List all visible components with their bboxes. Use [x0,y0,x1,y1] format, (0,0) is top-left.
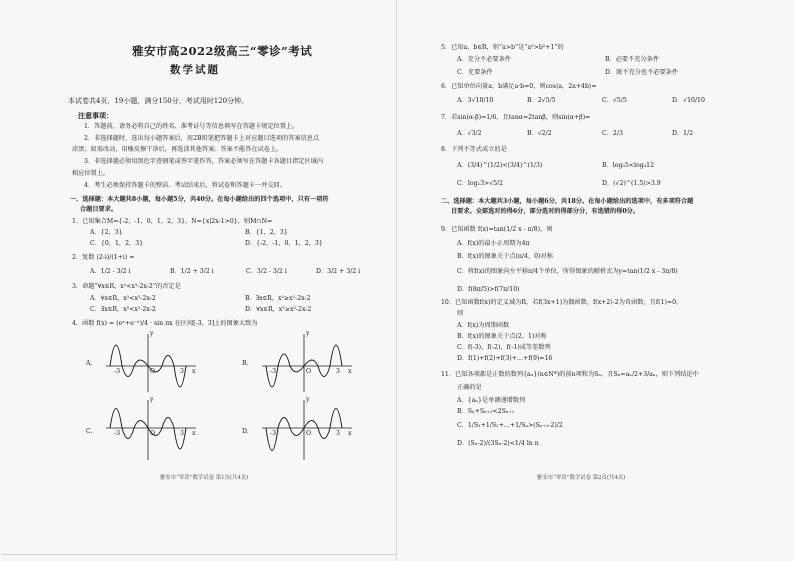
note-line: 1．答题前，请务必将自己的姓名、准考证号等信息填写在答题卡规定位置上。 [84,123,299,130]
origin-label: O [150,430,156,437]
note-line: 4．考生必须保持答题卡的整洁。考试结束后，将试卷和答题卡一并交回。 [84,182,286,189]
section-heading: 二、选择题：本大题共3小题，每小题6分，共18分。在每小题给出的选项中，有多项符合题 [441,198,694,205]
x-axis-label: x [192,368,196,375]
note-line: 2．非选择题时，选出每小题答案后，用2B铅笔把答题卡上对应题目选项的答案信息点 [84,135,320,142]
question-8-option-d: D．(√2)^(1.5)>3.9 [602,180,661,187]
question-3-stem: 3．命题“∀x∈R，x²<x²-2x-2”的否定是 [72,283,181,290]
graph-option-label-c: C. [86,428,93,435]
origin-label: O [150,368,156,375]
question-2-option-b: B．1/2 + 3/2 i [170,268,214,275]
question-9-option-c: C．将f(x)的图象向左平移π/4个单位，所得图象的解析式为y=tan(1/2 x - 3π/8) [457,268,678,275]
graph-option-a [100,330,200,394]
tick-neg-3: -3 [270,430,277,437]
page-footer: 雅安市“零诊”数学试卷 第2页(共4页) [537,475,626,481]
y-axis-label: y [306,330,310,337]
tick-pos-3: 3 [180,368,184,375]
origin-label: O [306,430,312,437]
tick-pos-3: 3 [180,430,184,437]
question-3-option-c: C．∃x∈R，x²<x²-2x-2 [90,306,156,313]
question-5-option-a: A．充分不必要条件 [457,56,511,63]
graph-option-label-a: A. [86,360,93,367]
x-axis-label: x [192,430,196,437]
origin-label: O [306,368,312,375]
question-1-option-b: B．{1，2，3} [245,229,288,236]
question-10-option-d: D．f(1)+f(2)+f(3)+…+f(9)=16 [457,355,553,362]
question-10-option-a: A．f(x)为周期函数 [457,322,510,329]
question-6-option-d: D．√10/10 [672,97,705,104]
question-5-option-c: C．充要条件 [457,69,493,76]
notes-heading: 注意事项： [78,111,113,120]
question-2-option-a: A．1/2 - 3/2 i [90,268,131,275]
question-8-option-b: B．log₃5<log₄12 [602,162,655,169]
question-3-option-d: D．∀x∈R，x²≥x²-2x-2 [245,306,312,313]
question-6-stem: 6．已知单位向量a，b满足a·b=0，则cos⟨a，2a+4b⟩= [441,83,597,90]
graph-option-c [100,398,200,462]
question-11-stem-cont: 正确的是 [457,384,482,391]
question-7-option-b: B．√2/2 [527,130,552,137]
question-1-stem: 1．已知集合M={-2，-1，0，1，2，3}，N={x|2x-1>0}，则M∩N= [72,218,273,225]
exam-title: 雅安市高2022级高三“零诊”考试 [132,44,313,58]
exam-subtitle: 数学试题 [170,64,220,76]
note-line: 3．非选择题必须用黑色字迹钢笔或签字笔作答，答案必须写在答题卡各题目指定区域内 [84,158,324,165]
graph-option-label-b: B. [242,360,249,367]
question-2-stem: 2．复数 (2-i)/(1+i) = [72,254,135,261]
question-6-option-a: A．3√10/10 [457,97,494,104]
question-10-option-b: B．f(x)的图象关于点(2，1)对称 [457,333,547,340]
question-7-option-c: C．2/3 [602,130,623,137]
tick-pos-3: 3 [336,368,340,375]
note-line: 涂黑；如需改动，用橡皮擦干净后，再选涂其他答案。答案不能答在试卷上。 [72,146,283,153]
exam-intro: 本试卷共4页，19小题，满分150分，考试用时120分钟。 [68,97,249,105]
question-9-stem: 9．已知函数 f(x)=tan(1/2 x - π/8)，则 [441,226,553,233]
question-3-option-a: A．∀x∈R，x²<x²-2x-2 [90,295,156,302]
question-6-option-b: B．2√5/5 [527,97,556,104]
question-5-stem: 5．已知a，b∈R，则“a>b”是“a²>b²+1”的 [441,44,564,51]
y-axis-label: y [150,396,154,403]
section-heading-cont: 目要求。全部选对的得6分，部分选对的得部分分，有选错的得0分。 [451,208,640,215]
section-heading: 一、选择题：本大题共8小题，每小题5分，共40分。在每小题给出的四个选项中，只有一项符 [70,196,329,203]
x-axis-label: x [348,430,352,437]
question-2-option-c: C．3/2 - 3/2 i [246,268,287,275]
y-axis-label: y [150,330,154,337]
exam-page-2 [397,0,794,561]
page-edge [2,554,397,561]
question-4-stem: 4．函数 f(x) = (eˣ+e⁻ˣ)/4 · sin πx 在区间[-3，3]上的图象大致为 [72,320,258,327]
question-6-option-c: C．√5/5 [602,97,627,104]
question-11-option-d: D．(Sₙ-2)/(3Sₙ-2)<1/4 ln n [457,440,539,447]
question-10-stem: 10．已知函数f(x)的定义域为R，若f(3x+1)为偶函数，f(x+2)-2为奇函数，且f(1)=0， [441,299,683,306]
tick-neg-3: -3 [114,430,121,437]
question-11-stem: 11．已知各项都是正数的数列{aₙ}(n∈N*)的前n项和为Sₙ，且Sₙ=aₙ/2+3/aₙ，则下列结论中 [441,371,699,378]
y-axis-label: y [306,396,310,403]
graph-option-d [256,398,356,462]
question-9-option-a: A．f(x)的最小正周期为4π [457,240,530,247]
graph-option-label-d: D. [242,428,249,435]
question-2-option-d: D．3/2 + 3/2 i [316,268,361,275]
question-9-option-b: B．f(x)的图象关于点(π/4，0)对称 [457,253,553,260]
x-axis-label: x [348,368,352,375]
question-8-option-c: C．log₂3>√5/2 [457,180,504,187]
question-7-option-d: D．1/2 [672,130,694,137]
question-1-option-a: A．{2，3} [90,229,123,236]
question-1-option-c: C．{0，1，2，3} [90,240,144,247]
page-footer: 雅安市“零诊”数学试卷 第1页(共4页) [160,475,249,481]
question-5-option-b: B．必要不充分条件 [605,56,660,63]
question-7-stem: 7．若sin(α-β)=1/6，且tanα=2tanβ，则sin(α+β)= [441,114,591,121]
tick-neg-3: -3 [270,368,277,375]
question-9-option-d: D．f(8π/5)>f(7π/10) [457,286,520,293]
question-7-option-a: A．√3/2 [457,130,482,137]
question-10-stem-cont: 则 [457,310,464,317]
tick-neg-3: -3 [114,368,121,375]
question-11-option-c: C．1/S₁+1/S₂+…+1/Sₙ>(Sₙ₊₁-2)/2 [457,422,563,429]
tick-pos-3: 3 [336,430,340,437]
note-line: 相应位置上。 [72,170,110,177]
section-heading-cont: 合题目要求。 [80,206,118,213]
question-5-option-d: D．既不充分也不必要条件 [605,69,679,76]
question-11-option-a: A．{aₙ}是单调递增数列 [457,397,526,404]
question-1-option-d: D．{-2，-1，0，1，2，3} [245,240,323,247]
question-8-stem: 8．下列不等式成立的是 [441,146,507,153]
question-11-option-b: B．Sₙ+Sₙ₊₂<2Sₙ₊₁ [457,408,515,415]
question-8-option-a: A．(3/4)^(1/2)<(3/4)^(1/3) [457,162,543,169]
question-10-option-c: C．f(-3)，f(-2)，f(-1)成等差数列 [457,344,551,351]
question-3-option-b: B．∃x∈R，x²≥x²-2x-2 [245,295,311,302]
graph-option-b [256,330,356,394]
